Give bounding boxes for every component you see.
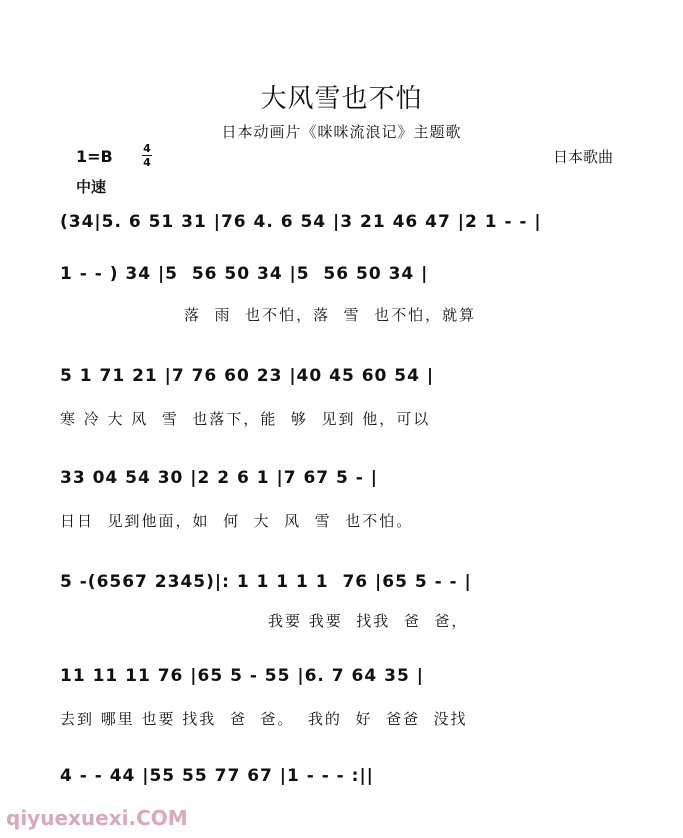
- notation-line-4: 33 04 54 30 |2 2 6 1 |7 67 5 - |: [60, 468, 378, 488]
- lyric-line-3: 寒 冷 大 风 雪 也落下，能 够 见到 他，可以: [60, 410, 431, 428]
- notation-line-6: 11 11 11 76 |65 5 - 55 |6. 7 64 35 |: [60, 666, 424, 686]
- notation-line-7: 4 - - 44 |55 55 77 67 |1 - - - :||: [60, 766, 374, 786]
- lyric-line-5: 我要 我要 找我 爸 爸，: [268, 612, 469, 630]
- tempo-marking: 中速: [76, 178, 107, 196]
- notation-line-3: 5 1 71 21 |7 76 60 23 |40 45 60 54 |: [60, 366, 435, 386]
- site-watermark: qiyuexuexi.COM: [6, 806, 188, 830]
- time-signature-bottom: 4: [143, 156, 151, 169]
- time-signature-top: 4: [143, 142, 151, 155]
- song-origin: 日本歌曲: [552, 148, 613, 166]
- notation-line-2: 1 - - ) 34 |5 56 50 34 |5 56 50 34 |: [60, 264, 429, 284]
- time-signature: [142, 143, 152, 168]
- notation-line-5: 5 -(6567 2345)|: 1 1 1 1 1 76 |65 5 - - |: [60, 572, 472, 592]
- notation-line-1: (34|5. 6 51 31 |76 4. 6 54 |3 21 46 47 |2 1 - - |: [60, 212, 542, 232]
- lyric-line-4: 日日 见到他面，如 何 大 风 雪 也不怕。: [60, 512, 414, 530]
- lyric-line-2: 落 雨 也不怕，落 雪 也不怕，就算: [184, 306, 477, 324]
- lyric-line-6: 去到 哪里 也要 找我 爸 爸。 我的 好 爸爸 没找: [60, 710, 468, 728]
- song-subtitle: 日本动画片《咪咪流浪记》主题歌: [221, 123, 462, 141]
- song-title: 大风雪也不怕: [260, 84, 423, 114]
- key-signature: 1=B: [76, 147, 113, 166]
